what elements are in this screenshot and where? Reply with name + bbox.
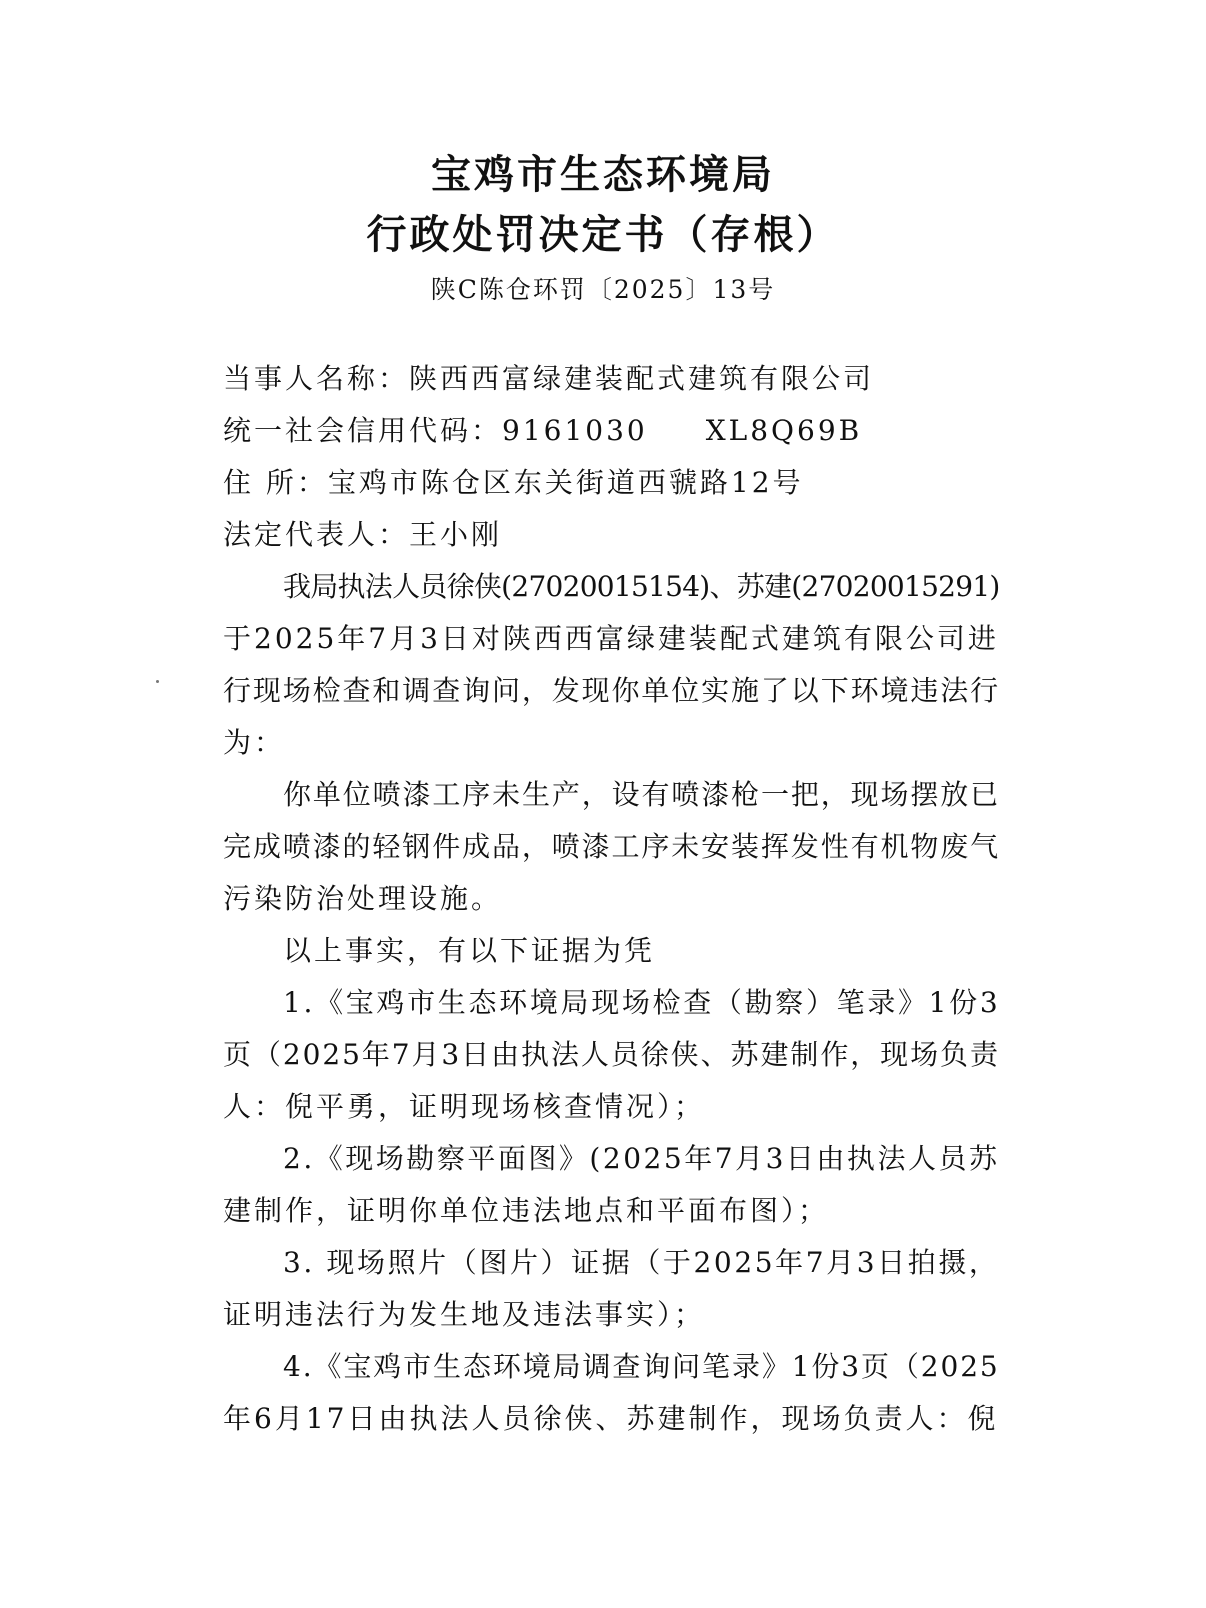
paragraph-line: 于2025年7月3日对陕西西富绿建装配式建筑有限公司进 bbox=[223, 622, 999, 655]
party-name-row bbox=[223, 359, 874, 399]
document-number: 陕C陈仓环罚〔2025〕13号 bbox=[430, 275, 776, 304]
party-name-label: 当事人名称： bbox=[223, 362, 410, 395]
party-name-value: 陕西西富绿建装配式建筑有限公司 bbox=[409, 362, 875, 395]
address-label: 住 所： bbox=[223, 466, 328, 499]
credit-code-prefix: 9161030 bbox=[502, 414, 648, 447]
evidence-line: 1.《宝鸡市生态环境局现场检查（勘察）笔录》1份3 bbox=[283, 986, 1001, 1019]
credit-code-suffix: XL8Q69B bbox=[705, 414, 863, 447]
paragraph-line: 以上事实，有以下证据为凭 bbox=[283, 934, 656, 967]
credit-code-row bbox=[223, 411, 862, 451]
evidence-line: 年6月17日由执法人员徐侠、苏建制作，现场负责人：倪 bbox=[223, 1402, 999, 1435]
paragraph-line: 你单位喷漆工序未生产，设有喷漆枪一把，现场摆放已 bbox=[283, 778, 1001, 811]
document-title: 行政处罚决定书（存根） bbox=[366, 212, 840, 258]
address-value: 宝鸡市陈仓区东关街道西虢路12号 bbox=[327, 466, 804, 499]
document-title-agency: 宝鸡市生态环境局 bbox=[431, 152, 775, 198]
address-row bbox=[223, 463, 804, 503]
paragraph-line: 完成喷漆的轻钢件成品，喷漆工序未安装挥发性有机物废气 bbox=[223, 830, 1001, 863]
legal-rep-value: 王小刚 bbox=[409, 518, 503, 551]
paragraph-line: 为： bbox=[223, 726, 286, 759]
paragraph-line: 污染防治处理设施。 bbox=[223, 882, 503, 915]
evidence-line: 证明违法行为发生地及违法事实）； bbox=[223, 1298, 706, 1331]
evidence-line: 人：倪平勇，证明现场核查情况）； bbox=[223, 1090, 706, 1123]
redaction-mask bbox=[648, 419, 706, 447]
evidence-line: 4.《宝鸡市生态环境局调查询问笔录》1份3页（2025 bbox=[283, 1350, 1000, 1383]
evidence-line: 2.《现场勘察平面图》(2025年7月3日由执法人员苏 bbox=[283, 1142, 1000, 1175]
evidence-line: 建制作，证明你单位违法地点和平面布图）； bbox=[223, 1194, 830, 1227]
evidence-line: 页（2025年7月3日由执法人员徐侠、苏建制作，现场负责 bbox=[223, 1038, 1000, 1071]
credit-code-label: 统一社会信用代码： bbox=[223, 414, 503, 447]
paragraph-line: 我局执法人员徐侠(27020015154)、苏建(27020015291) bbox=[283, 570, 1000, 603]
legal-rep-row bbox=[223, 515, 502, 555]
paragraph-line: 行现场检查和调查询问，发现你单位实施了以下环境违法行 bbox=[223, 674, 1001, 707]
legal-rep-label: 法定代表人： bbox=[223, 518, 410, 551]
scan-speck bbox=[156, 680, 159, 683]
evidence-line: 3. 现场照片（图片）证据（于2025年7月3日拍摄， bbox=[283, 1246, 1000, 1279]
